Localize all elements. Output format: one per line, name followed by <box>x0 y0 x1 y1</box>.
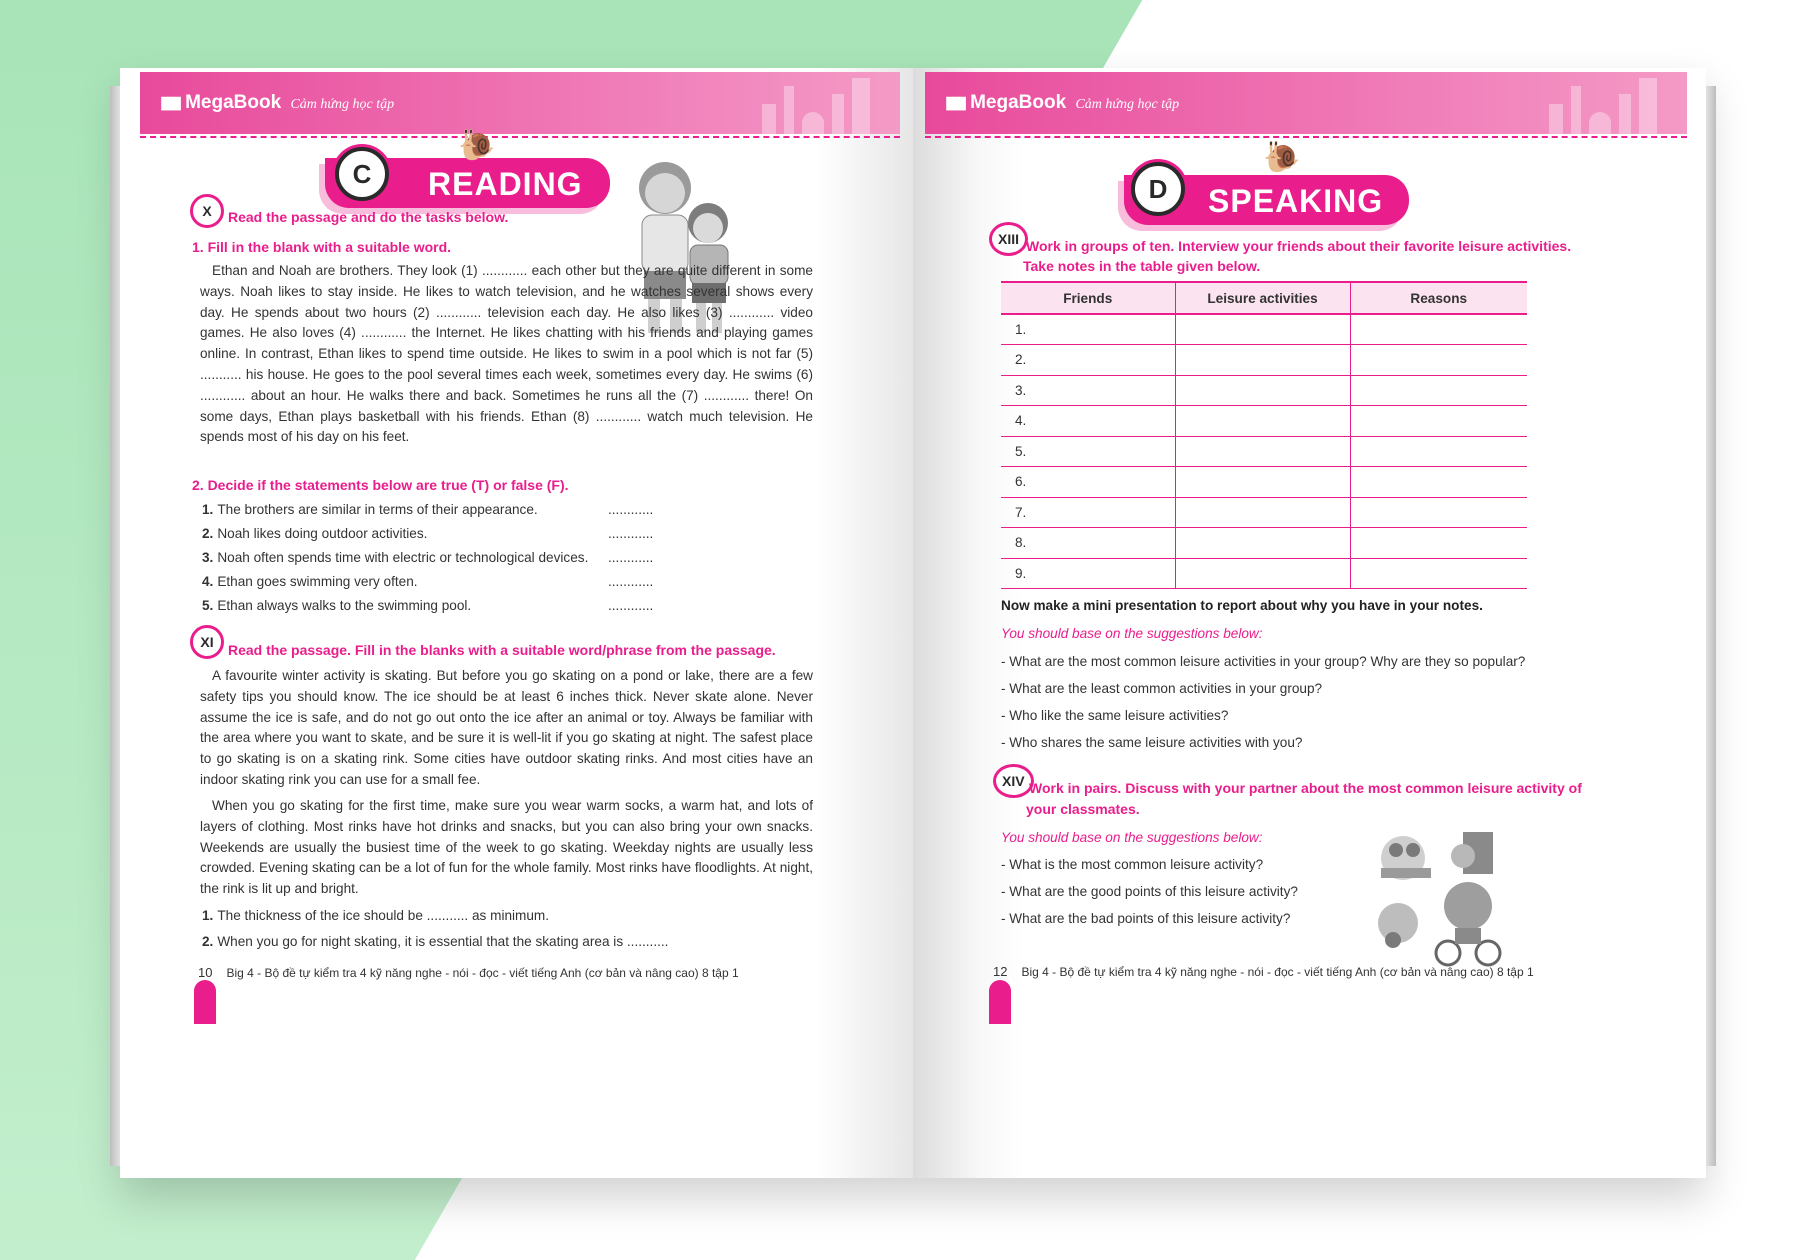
page-number: 10 <box>198 965 213 980</box>
answer-blank[interactable]: ............ <box>608 502 654 517</box>
column-header-reasons: Reasons <box>1350 282 1527 314</box>
table-cell[interactable] <box>1175 345 1350 376</box>
notes-table <box>1001 281 1527 589</box>
suggestion-item: - What are the least common activities in your group? <box>1001 681 1323 696</box>
passage-brothers: Ethan and Noah are brothers. They look (1) ............ each other but they are quite different in some ways. Noah likes to stay inside. He likes to watch television, and he watches several shows every day. He spends about two hours (2) ............ television each day. He also likes (3) ............ video games. He also loves (4) ............ the Internet. He likes chatting with his friends and playing games online. In contrast, Ethan likes to spend time outside. He likes to swim in a pool which is not far (5) ........... his house. He goes to the pool several times each week, sometimes every day. He swims (6) ............ about an hour. He walks there and back. Sometimes he runs all the (7) ............ there! On some days, Ethan plays basketball with his friends. Ethan (8) ............ watch much television. He spends most of his day on his feet. <box>200 263 813 445</box>
table-cell[interactable] <box>1350 558 1527 589</box>
row-number: 1. <box>1001 314 1175 345</box>
column-header-leisure: Leisure activities <box>1175 282 1350 314</box>
section-title-reading: READING <box>428 166 583 202</box>
skyline-decoration <box>762 78 870 134</box>
snail-icon: 🐌 <box>1263 141 1301 174</box>
exercise-xiii-instruction-2: Take notes in the table given below. <box>1023 258 1261 274</box>
statement-row: 1. The brothers are similar in terms of their appearance. <box>202 502 538 517</box>
page-header <box>925 72 1687 134</box>
page-header <box>140 72 900 134</box>
table-row <box>1001 314 1527 345</box>
exercise-number-xi: XI <box>190 625 224 659</box>
table-cell[interactable] <box>1175 528 1350 559</box>
task1-title: 1. Fill in the blank with a suitable word. <box>192 239 452 255</box>
task2-title: 2. Decide if the statements below are true (T) or false (F). <box>192 477 569 493</box>
statement-row: 5. Ethan always walks to the swimming pool. <box>202 598 472 613</box>
brand-logo <box>945 92 1179 114</box>
table-cell[interactable] <box>1350 345 1527 376</box>
suggestions-label: You should base on the suggestions below: <box>1001 830 1263 845</box>
page-footer <box>198 965 739 980</box>
table-row <box>1001 406 1527 437</box>
exercise-xi-instruction: Read the passage. Fill in the blanks with a suitable word/phrase from the passage. <box>228 642 776 658</box>
table-cell[interactable] <box>1175 436 1350 467</box>
table-cell[interactable] <box>1350 436 1527 467</box>
row-number: 8. <box>1001 528 1175 559</box>
section-title-speaking: SPEAKING <box>1208 183 1384 219</box>
page-tab <box>989 980 1011 1024</box>
page-number: 12 <box>993 964 1008 979</box>
exercise-xiv-instruction-2: your classmates. <box>1026 801 1140 817</box>
brand-tagline: Cảm hứng học tập <box>1075 97 1180 112</box>
statement-row: 4. Ethan goes swimming very often. <box>202 574 418 589</box>
exercise-xiv-instruction: Work in pairs. Discuss with your partner about the most common leisure activity of <box>1029 780 1582 796</box>
row-number: 7. <box>1001 497 1175 528</box>
brand-name: MegaBook <box>970 92 1067 113</box>
exercise-number-xiii: XIII <box>989 222 1028 256</box>
table-cell[interactable] <box>1175 467 1350 498</box>
exercise-xiii-instruction: Work in groups of ten. Interview your friends about their favorite leisure activities. <box>1026 238 1572 254</box>
exercise-x-instruction: Read the passage and do the tasks below. <box>228 209 509 225</box>
exercise-number-x: X <box>190 194 224 228</box>
statement-row: 2. Noah likes doing outdoor activities. <box>202 526 428 541</box>
table-row <box>1001 375 1527 406</box>
snail-icon: 🐌 <box>458 129 496 162</box>
suggestion-item: - What are the most common leisure activities in your group? Why are they so popular? <box>1001 654 1526 669</box>
header-divider <box>925 136 1687 138</box>
row-number: 4. <box>1001 406 1175 437</box>
question-row: 2. When you go for night skating, it is essential that the skating area is ........... <box>202 934 669 949</box>
passage-skating-1: A favourite winter activity is skating. But before you go skating on a pond or lake, there are a few safety tips you should know. The ice should be at least 6 inches thick. Never skate alone. Never assume the ice is safe, and do not go out onto the ice after an animal or toy. Always be familiar with the area where you want to skate, and be sure it is well-lit if you go skating at night. The safest place to go skating is on a skating rink. Some cities have outdoor skating rinks. And most cities have an indoor skating rink you can use for a small fee. <box>200 668 813 787</box>
footer-text: Big 4 - Bộ đề tự kiểm tra 4 kỹ năng nghe - nói - đọc - viết tiếng Anh (cơ bản và nâng cao) 8 tập 1 <box>1021 965 1534 979</box>
table-cell[interactable] <box>1350 406 1527 437</box>
suggestion-item: - What are the bad points of this leisure activity? <box>1001 911 1291 926</box>
row-number: 5. <box>1001 436 1175 467</box>
question-row: 1. The thickness of the ice should be ........... as minimum. <box>202 908 550 923</box>
row-number: 6. <box>1001 467 1175 498</box>
open-book <box>120 68 1706 1178</box>
answer-blank[interactable]: ............ <box>608 550 654 565</box>
presentation-instruction: Now make a mini presentation to report about why you have in your notes. <box>1001 598 1483 613</box>
brand-mark-icon: ▮▮▮ <box>945 93 965 112</box>
footer-text: Big 4 - Bộ đề tự kiểm tra 4 kỹ năng nghe - nói - đọc - viết tiếng Anh (cơ bản và nâng cao) 8 tập 1 <box>226 966 739 980</box>
table-cell[interactable] <box>1350 314 1527 345</box>
right-page <box>913 68 1706 1178</box>
answer-blank[interactable]: ............ <box>608 526 654 541</box>
statement-row: 3. Noah often spends time with electric or technological devices. <box>202 550 589 565</box>
row-number: 9. <box>1001 558 1175 589</box>
section-letter-c: C <box>335 147 389 201</box>
table-row <box>1001 467 1527 498</box>
skyline-decoration <box>1549 78 1657 134</box>
suggestion-item: - Who shares the same leisure activities with you? <box>1001 735 1303 750</box>
table-cell[interactable] <box>1350 497 1527 528</box>
page-footer <box>993 964 1534 979</box>
table-cell[interactable] <box>1350 467 1527 498</box>
table-cell[interactable] <box>1175 314 1350 345</box>
brand-tagline: Cảm hứng học tập <box>290 97 395 112</box>
row-number: 2. <box>1001 345 1175 376</box>
leisure-activities-illustration <box>1363 828 1513 973</box>
suggestions-label: You should base on the suggestions below: <box>1001 626 1263 641</box>
table-cell[interactable] <box>1175 406 1350 437</box>
table-row <box>1001 558 1527 589</box>
brand-logo <box>160 92 394 114</box>
brand-mark-icon: ▮▮▮ <box>160 93 180 112</box>
left-page <box>120 68 913 1178</box>
column-header-friends: Friends <box>1001 282 1175 314</box>
table-row <box>1001 436 1527 467</box>
passage-skating-2: When you go skating for the first time, make sure you wear warm socks, a warm hat, and lots of layers of clothing. Most rinks have hot drinks and snacks, but you can also bring your own snacks. Weekends are usually the busiest time of the week to go skating. Weekday nights are usually less crowded. Evening skating can be a lot of fun for the whole family. Most rinks have floodlights. At night, the rink is lit up and bright. <box>200 798 813 897</box>
page-tab <box>194 980 216 1024</box>
header-divider <box>140 136 900 138</box>
exercise-number-xiv: XIV <box>993 764 1034 798</box>
brand-name: MegaBook <box>185 92 282 113</box>
suggestion-item: - What is the most common leisure activity? <box>1001 857 1264 872</box>
table-header-row <box>1001 282 1527 314</box>
table-cell[interactable] <box>1175 497 1350 528</box>
table-cell[interactable] <box>1350 375 1527 406</box>
table-cell[interactable] <box>1175 375 1350 406</box>
table-row <box>1001 345 1527 376</box>
section-letter-d: D <box>1131 162 1185 216</box>
table-row <box>1001 497 1527 528</box>
row-number: 3. <box>1001 375 1175 406</box>
answer-blank[interactable]: ............ <box>608 574 654 589</box>
suggestion-item: - What are the good points of this leisure activity? <box>1001 884 1298 899</box>
answer-blank[interactable]: ............ <box>608 598 654 613</box>
table-cell[interactable] <box>1175 558 1350 589</box>
table-row <box>1001 528 1527 559</box>
suggestion-item: - Who like the same leisure activities? <box>1001 708 1229 723</box>
table-cell[interactable] <box>1350 528 1527 559</box>
